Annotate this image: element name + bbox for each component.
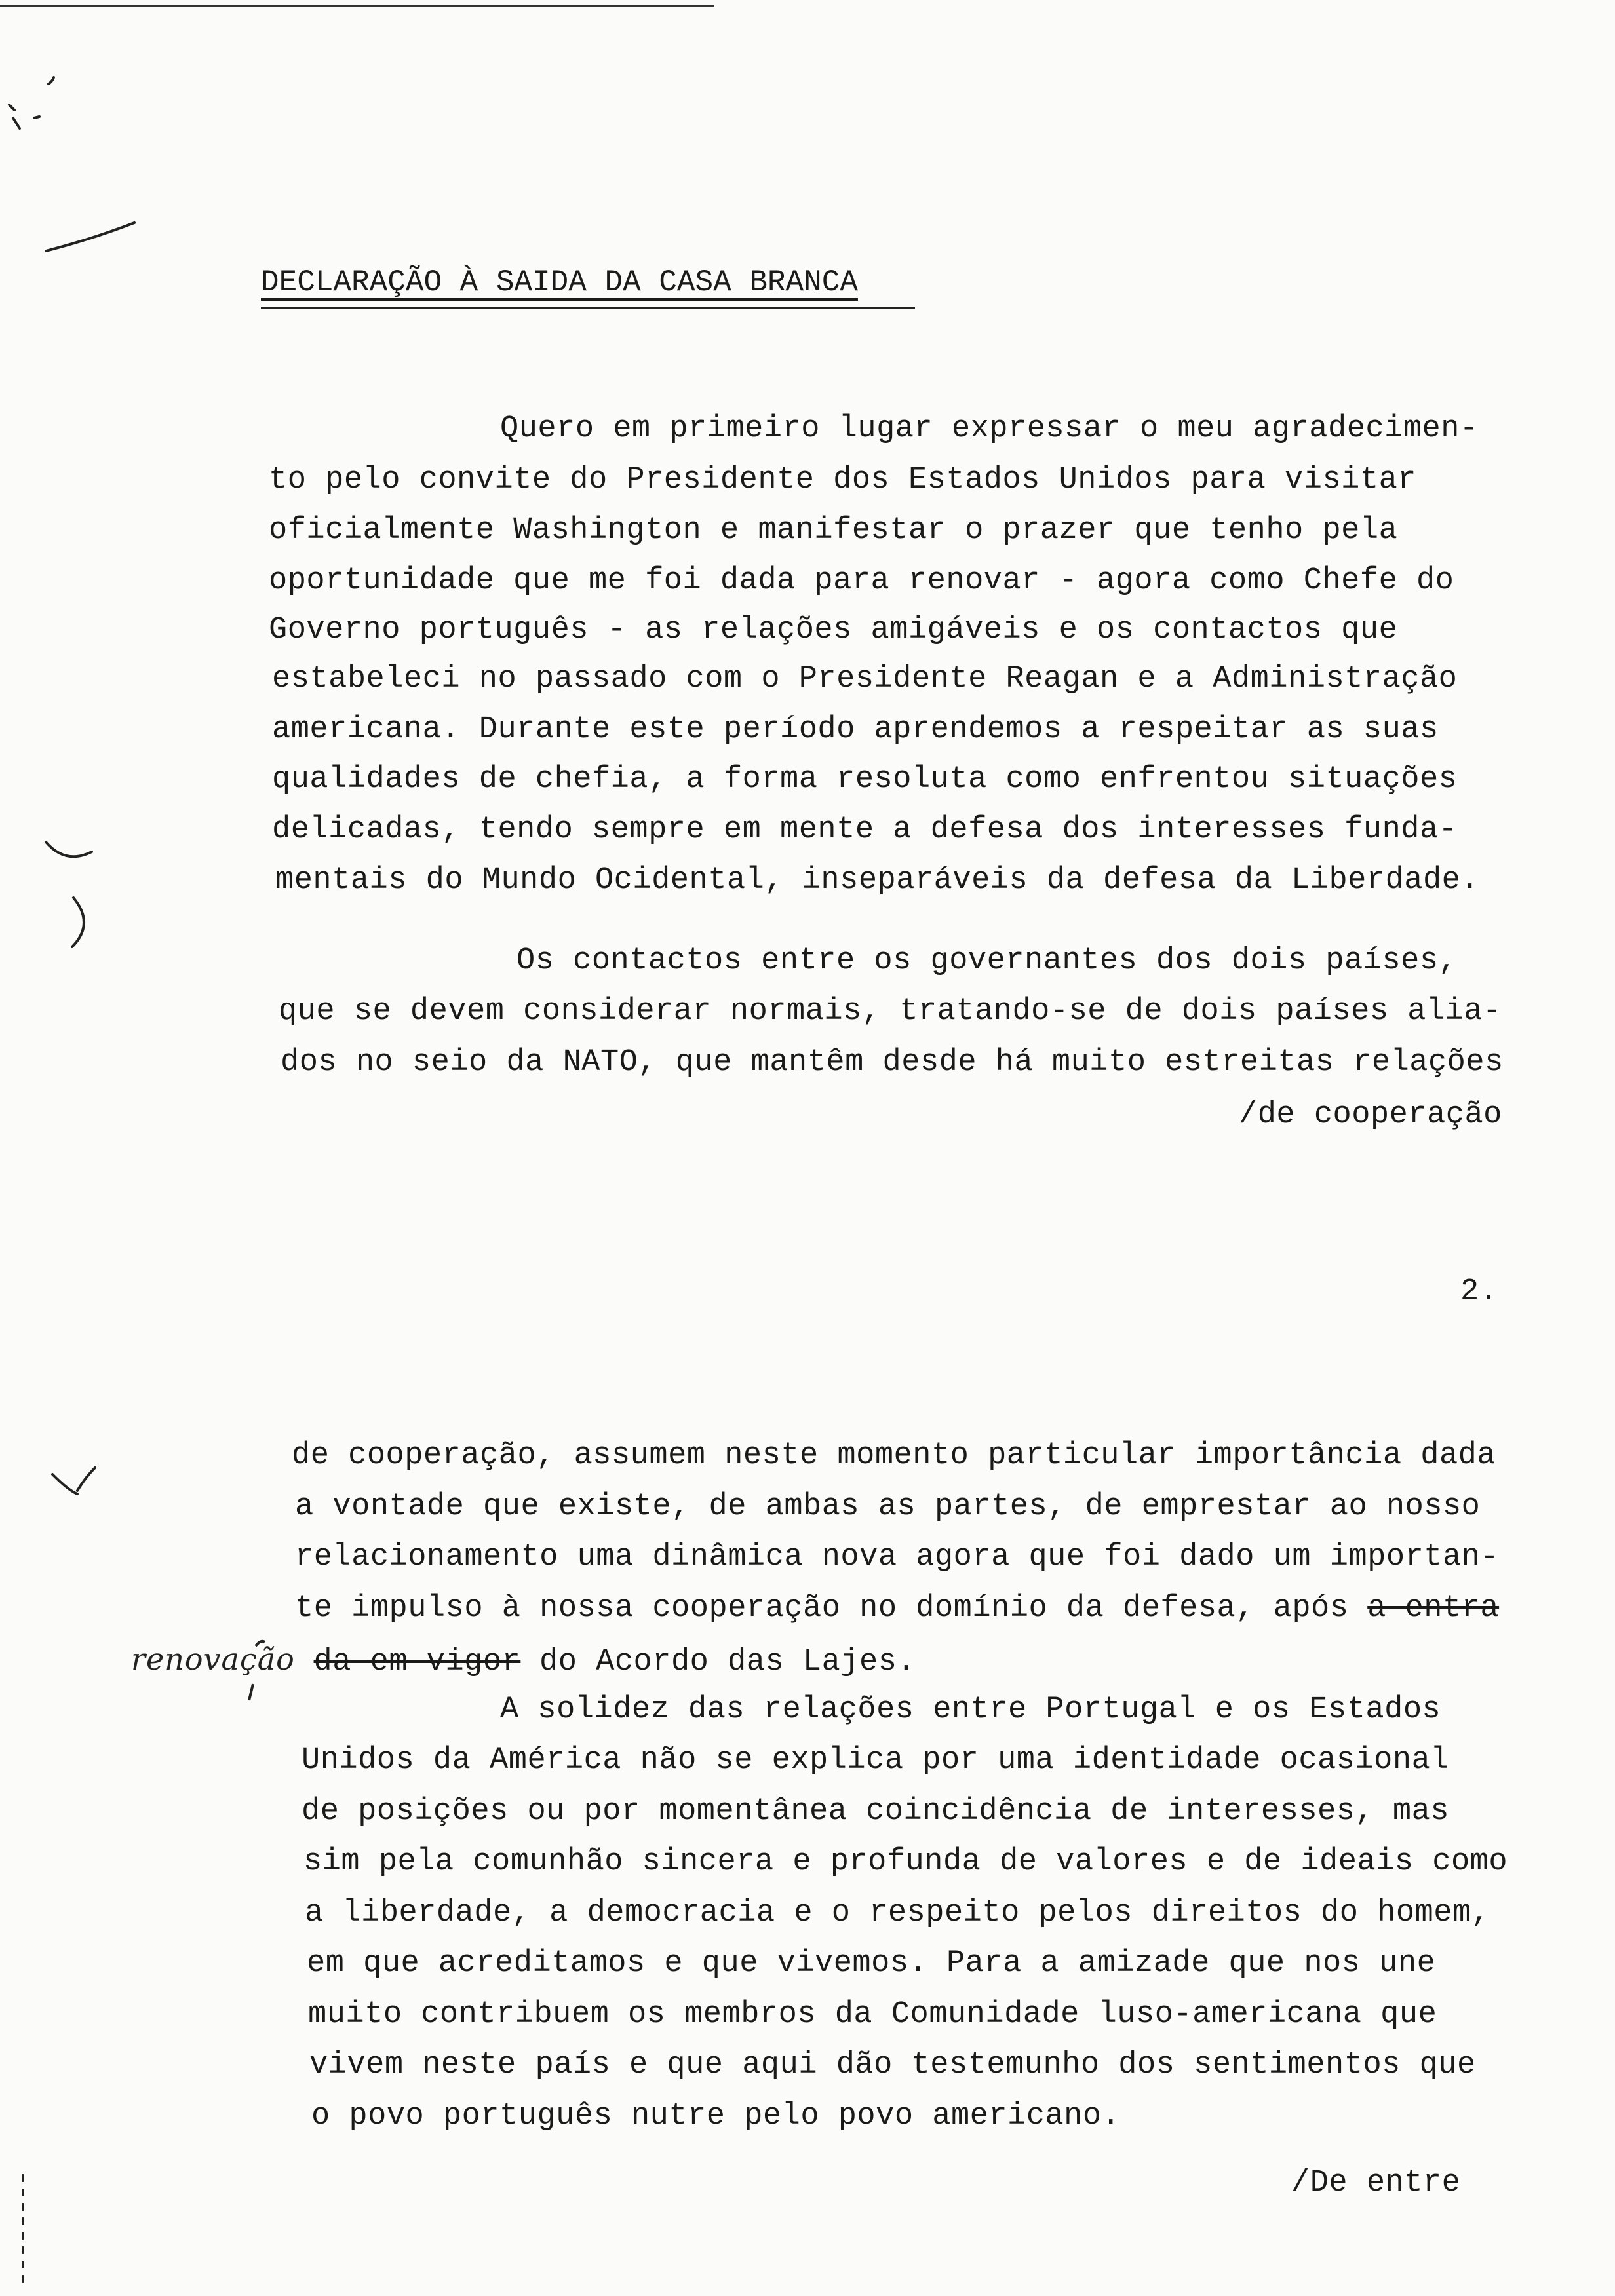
margin-check-mark <box>52 1468 95 1494</box>
p2-para2-line-4: sim pela comunhão sincera e profunda de valores e de ideais como <box>303 1845 1508 1879</box>
p1-continuation: /de cooperação <box>1239 1098 1502 1132</box>
p2-para2-line-7: muito contribuem os membros da Comunidade luso-americana que <box>308 1997 1437 2032</box>
p2-para2-line-5: a liberdade, a democracia e o respeito pelos direitos do homem, <box>305 1896 1490 1930</box>
struck-text-2: da em vigor <box>313 1645 521 1679</box>
p2-para2-line-8: vivem neste país e que aqui dão testemunho dos sentimentos que <box>309 2048 1476 2082</box>
p2-para1-line-5-text: do Acordo das Lajes. <box>539 1645 916 1679</box>
margin-curve-2 <box>72 898 84 947</box>
title-underline <box>261 307 915 309</box>
p1-para1-line-9: delicadas, tendo sempre em mente a defesa dos interesses funda- <box>272 813 1458 847</box>
page-number: 2. <box>1460 1274 1498 1309</box>
p2-para2-line-9: o povo português nutre pelo povo americano. <box>311 2099 1121 2133</box>
p1-para1-line-8: qualidades de chefia, a forma resoluta como enfrentou situações <box>272 762 1458 797</box>
p2-para2-line-3: de posições ou por momentânea coincidência de interesses, mas <box>302 1794 1449 1829</box>
p1-para2-line-3: dos no seio da NATO, que mantêm desde há muito estreitas relações <box>281 1045 1504 1080</box>
page-title: DECLARAÇÃO À SAIDA DA CASA BRANCA <box>261 265 858 299</box>
p1-para1-line-4: oportunidade que me foi dada para renovar - agora como Chefe do <box>269 564 1454 598</box>
p2-continuation: /De entre <box>1291 2166 1461 2200</box>
margin-marks <box>0 0 170 2296</box>
p1-para1-line-5: Governo português - as relações amigáveis e os contactos que <box>269 613 1398 647</box>
handwritten-correction: renovação <box>131 1641 295 1677</box>
p2-para1-line-2: a vontade que existe, de ambas as partes, de emprestar ao nosso <box>295 1489 1481 1524</box>
p2-para1-line-1: de cooperação, assumem neste momento particular importância dada <box>292 1438 1496 1473</box>
p1-para2-line-1: Os contactos entre os governantes dos dois países, <box>516 944 1458 978</box>
p1-para1-line-2: to pelo convite do Presidente dos Estados Unidos para visitar <box>269 463 1416 497</box>
p2-para2-line-6: em que acreditamos e que vivemos. Para a amizade que nos une <box>307 1946 1436 1981</box>
insertion-caret <box>243 1632 282 1704</box>
p2-para1-line-3: relacionamento uma dinâmica nova agora que foi dado um importan- <box>295 1540 1500 1575</box>
p1-para1-line-1: Quero em primeiro lugar expressar o meu agradecimen- <box>500 411 1479 446</box>
p2-para1-line-4-text: te impulso à nossa cooperação no domínio da defesa, após <box>295 1591 1349 1626</box>
p2-para1-line-4 <box>295 1591 1499 1626</box>
struck-text-1: a entra <box>1367 1591 1500 1626</box>
p1-para1-line-6: estabeleci no passado com o Presidente Reagan e a Administração <box>272 662 1458 697</box>
p1-para2-line-2: que se devem considerar normais, tratando-se de dois países alia- <box>279 994 1502 1029</box>
p1-para1-line-10: mentais do Mundo Ocidental, inseparáveis da defesa da Liberdade. <box>275 863 1480 898</box>
p2-para2-line-2: Unidos da América não se explica por uma identidade ocasional <box>302 1743 1449 1778</box>
p2-para2-line-1: A solidez das relações entre Portugal e os Estados <box>500 1693 1441 1727</box>
p1-para1-line-3: oficialmente Washington e manifestar o prazer que tenho pela <box>269 513 1398 548</box>
p1-para1-line-7: americana. Durante este período aprendemos a respeitar as suas <box>272 712 1439 747</box>
margin-dash-1 <box>46 223 134 251</box>
margin-tick-1 <box>49 77 54 84</box>
margin-curve-1 <box>46 842 92 856</box>
margin-tick-2 <box>9 105 39 128</box>
